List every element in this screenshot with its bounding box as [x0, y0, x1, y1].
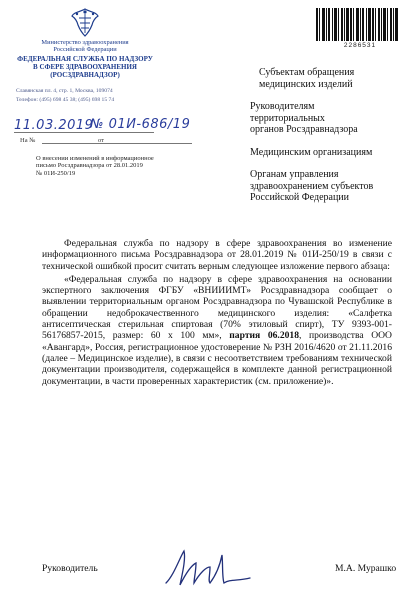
body-paragraph: «Федеральная служба по надзору в сфере здравоохранения на основании экспертного заключения ФГБУ «ВНИИИМТ» Росздравнадзора сообщает о выявлении территориальным органом Росздравнадзора по Чувашской Республике в обращении недоброкачественного медицинского изделия: «Салфетка антисептическая стерильная спиртовая (70% этиловый спирт), ТУ 9393-001-56176857-2015, размер: 60 x 100 мм», партия 06.2018, производства ООО «Авангард», Россия, регистрационное удостоверение № РЗН 2016/4620 от 21.11.2016 (далее – Медицинское изделие), в связи с несоответствием требованиям технической документации производителя, содержащейся в комплекте данной регистрационной документации, в части проверенных характеристик (см. приложение)». — [42, 273, 392, 387]
sender-address: Славянская пл. 4, стр. 1, Москва, 109074 Телефон: (495) 698 45 38; (495) 698 15 74 — [16, 88, 115, 103]
recipient-entry: Субъектам обращения медицинских изделий — [259, 67, 355, 90]
recipient-entry: Органам управления здравоохранением субъектов Российской Федерации — [250, 169, 374, 203]
letter-subject: О внесении изменений в информационное письмо Росздравнадзора от 28.01.2019 № 01И-250/19 — [36, 155, 154, 177]
coat-of-arms-icon — [68, 6, 102, 40]
ministry-name: Министерство здравоохранения Российской Федерации — [41, 39, 129, 54]
reference-underline — [42, 143, 192, 144]
registration-underline — [14, 132, 154, 133]
registration-number: № 01И-686/19 — [90, 117, 191, 132]
recipient-entry: Медицинским организациям — [250, 146, 373, 158]
recipients-block — [250, 67, 410, 215]
recipient-entry: Руководителям территориальных органов Росздравнадзора — [250, 101, 358, 135]
signer-title: Руководитель — [42, 563, 98, 574]
signer-name: М.А. Мурашко — [335, 563, 397, 574]
letter-body — [42, 238, 392, 389]
barcode-number: 2286531 — [343, 42, 377, 49]
registration-date: 11.03.2019 — [14, 118, 94, 133]
body-paragraph: Федеральная служба по надзору в сфере здравоохранения во изменение информационного письма Росздравнадзора от 28.01.2019 № 01И-250/19 в связи с технической ошибкой просит считать верным следующее изложение первого абзаца: — [42, 238, 392, 272]
reference-number-label: На № — [20, 137, 36, 144]
reference-date-label: от — [98, 137, 105, 144]
handwritten-signature-icon — [160, 545, 255, 590]
barcode-icon — [316, 8, 398, 41]
service-name: ФЕДЕРАЛЬНАЯ СЛУЖБА ПО НАДЗОРУ В СФЕРЕ ЗДРАВООХРАНЕНИЯ (РОСЗДРАВНАДЗОР) — [17, 55, 153, 79]
